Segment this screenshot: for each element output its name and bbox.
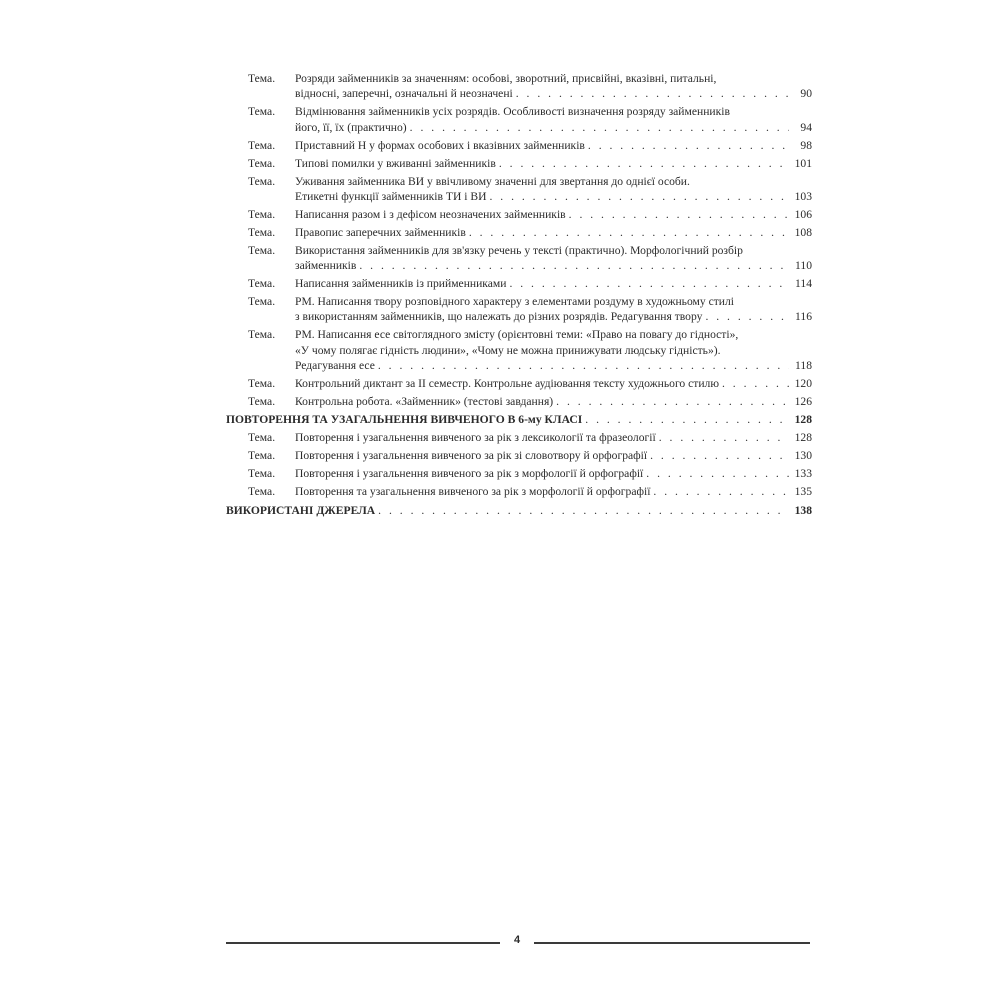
- entry-label: Тема.: [248, 430, 276, 444]
- topics-group: [226, 71, 812, 409]
- dot-leader: [489, 189, 789, 204]
- entry-text: [295, 156, 812, 171]
- entry-line: РМ. Написання есе світоглядного змісту (орієнтовні теми: «Право на повагу до гідності»,: [295, 328, 739, 342]
- entry-label: Тема.: [248, 174, 276, 188]
- toc-entry[interactable]: [226, 174, 812, 205]
- entry-last-line: [295, 189, 812, 204]
- entry-text: [295, 430, 812, 445]
- entry-last-line: [295, 120, 812, 135]
- entry-text: [295, 104, 812, 135]
- section-heading-sources[interactable]: [226, 503, 812, 518]
- dot-leader: [588, 138, 789, 153]
- dot-leader: [499, 156, 789, 171]
- entry-line: Відмінювання займенників усіх розрядів. Особливості визначення розряду займенників: [295, 105, 730, 119]
- entry-label: Тема.: [248, 243, 276, 257]
- toc-entry[interactable]: [226, 156, 812, 171]
- toc-entry[interactable]: [226, 484, 812, 499]
- entry-line: «У чому полягає гідність людини», «Чому не можна принижувати людську гідність»).: [295, 343, 721, 357]
- entry-text: [295, 327, 812, 373]
- page-number-ref: 90: [800, 87, 812, 101]
- entry-text: [295, 71, 812, 102]
- entry-last-line: [295, 394, 812, 409]
- entry-label: Тема.: [248, 105, 276, 119]
- page-number-ref: 98: [800, 138, 812, 152]
- dot-leader: [585, 412, 789, 427]
- entry-text: [295, 484, 812, 499]
- entry-line: займенників: [295, 259, 357, 273]
- dot-leader: [556, 394, 789, 409]
- entry-line: відносні, заперечні, означальні й неозначені: [295, 87, 513, 101]
- entry-label: Тема.: [248, 156, 276, 170]
- table-of-contents: [226, 71, 812, 521]
- page-number-ref: 110: [795, 259, 812, 273]
- entry-line: Контрольна робота. «Займенник» (тестові завдання): [295, 394, 554, 408]
- entry-text: [295, 276, 812, 291]
- entry-line: Повторення і узагальнення вивченого за рік з лексикології та фразеології: [295, 430, 656, 444]
- toc-entry[interactable]: [226, 376, 812, 391]
- page-number-ref: 128: [794, 430, 812, 444]
- review-topics-group: [226, 430, 812, 499]
- entry-label: Тема.: [248, 328, 276, 342]
- page-number-ref: 133: [794, 466, 812, 480]
- toc-entry[interactable]: [226, 394, 812, 409]
- toc-entry[interactable]: [226, 71, 812, 102]
- toc-entry[interactable]: [226, 225, 812, 240]
- page-number-ref: 118: [795, 358, 812, 372]
- page-number-ref: 106: [794, 207, 812, 221]
- toc-entry[interactable]: [226, 138, 812, 153]
- entry-last-line: [295, 86, 812, 101]
- entry-label: Тема.: [248, 376, 276, 390]
- toc-entry[interactable]: [226, 327, 812, 373]
- entry-text: [295, 466, 812, 481]
- entry-line: Приставний Н у формах особових і вказівних займенників: [295, 138, 585, 152]
- dot-leader: [646, 466, 789, 481]
- entry-text: [295, 294, 812, 325]
- footer-rule-right: [534, 942, 810, 944]
- entry-line: Повторення і узагальнення вивченого за рік зі словотвору й орфографії: [295, 448, 648, 462]
- entry-text: [295, 394, 812, 409]
- entry-line: Повторення і узагальнення вивченого за рік з морфології й орфографії: [295, 466, 644, 480]
- page-number-ref: 116: [795, 310, 812, 324]
- entry-last-line: [295, 207, 812, 222]
- entry-line: Етикетні функції займенників ТИ і ВИ: [295, 189, 487, 203]
- dot-leader: [469, 225, 789, 240]
- toc-entry[interactable]: [226, 104, 812, 135]
- entry-line: його, її, їх (практично): [295, 120, 407, 134]
- entry-last-line: [295, 448, 812, 463]
- entry-text: [295, 448, 812, 463]
- dot-leader: [509, 276, 789, 291]
- entry-line: Написання разом і з дефісом неозначених займенників: [295, 207, 566, 221]
- entry-line: Редагування есе: [295, 358, 375, 372]
- entry-label: Тема.: [248, 295, 276, 309]
- entry-last-line: [295, 276, 812, 291]
- entry-label: Тема.: [248, 225, 276, 239]
- entry-text: [295, 243, 812, 274]
- entry-last-line: [295, 225, 812, 240]
- dot-leader: [659, 430, 789, 445]
- page-number-ref: 108: [794, 225, 812, 239]
- page-number-ref: 135: [794, 484, 812, 498]
- toc-entry[interactable]: [226, 276, 812, 291]
- entry-label: Тема.: [248, 138, 276, 152]
- section-heading-review[interactable]: [226, 412, 812, 427]
- entry-text: [295, 225, 812, 240]
- dot-leader: [410, 120, 789, 135]
- page-number-ref: 120: [794, 376, 812, 390]
- dot-leader: [653, 484, 789, 499]
- page-number-ref: 130: [794, 448, 812, 462]
- section-title: ВИКОРИСТАНІ ДЖЕРЕЛА: [226, 503, 376, 517]
- dot-leader: [705, 309, 789, 324]
- entry-label: Тема.: [248, 394, 276, 408]
- toc-entry[interactable]: [226, 466, 812, 481]
- section-title: ПОВТОРЕННЯ ТА УЗАГАЛЬНЕННЯ ВИВЧЕНОГО В 6-му КЛАСІ: [226, 412, 583, 426]
- page-number-ref: 128: [794, 412, 812, 426]
- entry-label: Тема.: [248, 448, 276, 462]
- entry-line: Розряди займенників за значенням: особові, зворотний, присвійні, вказівні, питальні,: [295, 72, 717, 85]
- entry-last-line: [295, 484, 812, 499]
- entry-line: Використання займенників для зв'язку речень у тексті (практично). Морфологічний розбір: [295, 243, 743, 257]
- entry-label: Тема.: [248, 207, 276, 221]
- dot-leader: [378, 358, 789, 373]
- entry-text: [295, 207, 812, 222]
- toc-entry[interactable]: [226, 294, 812, 325]
- entry-last-line: [295, 258, 812, 273]
- toc-entry[interactable]: [226, 207, 812, 222]
- page-number: 4: [513, 934, 521, 946]
- entry-line: Контрольний диктант за ІІ семестр. Контрольне аудіювання тексту художнього стилю: [295, 376, 719, 390]
- entry-line: з використанням займенників, що належать до різних розрядів. Редагування твору: [295, 310, 703, 324]
- page-number-ref: 138: [794, 503, 812, 517]
- entry-label: Тема.: [248, 466, 276, 480]
- page-number-ref: 94: [800, 120, 812, 134]
- toc-entry[interactable]: [226, 430, 812, 445]
- dot-leader: [650, 448, 789, 463]
- dot-leader: [722, 376, 789, 391]
- toc-entry[interactable]: [226, 448, 812, 463]
- dot-leader: [569, 207, 789, 222]
- entry-last-line: [295, 358, 812, 373]
- entry-last-line: [295, 466, 812, 481]
- entry-text: [295, 174, 812, 205]
- entry-text: [295, 376, 812, 391]
- dot-leader: [359, 258, 789, 273]
- page-number-ref: 114: [795, 277, 812, 291]
- entry-line: Типові помилки у вживанні займенників: [295, 156, 496, 170]
- entry-line: Правопис заперечних займенників: [295, 225, 466, 239]
- footer-rule-left: [226, 942, 500, 944]
- entry-last-line: [295, 309, 812, 324]
- page-number-ref: 101: [794, 156, 812, 170]
- page-number-ref: 126: [794, 394, 812, 408]
- page-number-ref: 103: [794, 189, 812, 203]
- entry-line: Написання займенників із прийменниками: [295, 277, 507, 291]
- entry-label: Тема.: [248, 277, 276, 291]
- entry-line: Повторення та узагальнення вивченого за рік з морфології й орфографії: [295, 484, 651, 498]
- entry-last-line: [295, 138, 812, 153]
- entry-label: Тема.: [248, 484, 276, 498]
- toc-entry[interactable]: [226, 243, 812, 274]
- entry-line: РМ. Написання твору розповідного характеру з елементами роздуму в художньому стилі: [295, 295, 735, 309]
- entry-last-line: [295, 430, 812, 445]
- entry-text: [295, 138, 812, 153]
- entry-last-line: [295, 376, 812, 391]
- dot-leader: [378, 503, 789, 518]
- dot-leader: [516, 86, 789, 101]
- entry-line: Уживання займенника ВИ у ввічливому значенні для звертання до однієї особи.: [295, 174, 690, 188]
- entry-last-line: [295, 156, 812, 171]
- entry-label: Тема.: [248, 72, 276, 85]
